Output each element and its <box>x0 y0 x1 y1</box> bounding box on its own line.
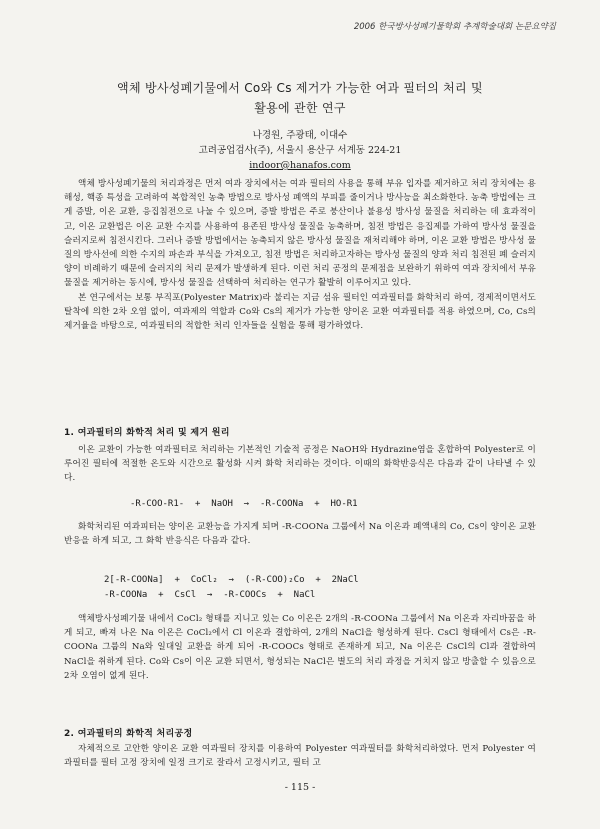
equation-2: 2[-R-COONa] + CoCl₂ → (-R-COO)₂Co + 2NaCl <box>104 575 359 585</box>
abstract <box>64 177 536 333</box>
title-line-2: 활용에 관한 연구 <box>254 101 346 115</box>
title-line-1: 액체 방사성폐기물에서 Co와 Cs 제거가 가능한 여과 필터의 처리 및 <box>117 81 483 95</box>
author-names: 나경원, 주광태, 이대수 <box>252 130 348 141</box>
section-1-paragraph-1: 이온 교환이 가능한 여과필터로 처리하는 기본적인 기술적 공정은 NaOH와 Hydrazine염을 혼합하여 Polyester로 이루어진 필터에 적절한 온도와 시간으로 활성화 시켜 화학 처리하는 것이다. 이때의 화학반응식은 다음과 같이 나타낼 수 있다. <box>64 445 536 484</box>
abstract-paragraph-2: 본 연구에서는 보통 부직포(Polyester Matrix)라 불리는 지금 섬유 필터인 여과필터를 화학처리 하여, 경제적이면서도 탈착에 의한 2차 오염 없이, 여과제의 역할과 Co와 Cs의 제거가 가능한 양이온 교환 여과필터를 적용 하였으며, Co, Cs의 제거율을 바탕으로, 여과필터의 적합한 처리 인자들을 실험을 통해 평가하였다. <box>64 292 536 332</box>
section-2-heading: 2. 여과필터의 화학적 처리공정 <box>64 729 193 739</box>
abstract-paragraph-1: 액체 방사성폐기물의 처리과정은 먼저 여과 장치에서는 여과 필터의 사용을 통해 부유 입자를 제거하고 처리 장치에는 용해성, 핵종 특성을 고려하여 복합적인 농축 방법으로 방사성 폐액의 부피를 줄이거나 방사능을 최소화한다. 농축 방법에는 크게 증발, 이온 교환, 응집침전으로 나눌 수 있으며, 증발 방법은 주로 붕산이나 불용성 방사성 물질을 처리하는 데 효과적이고, 이온 교환법은 이온 교환 수지를 사용하여 용존된 방사성 물질을 농축하며, 침전 방법은 응집제를 가하여 방사성 물질을 슬러지로써 침전시킨다. 그러나 증발 방법에서는 농축되지 않은 방사성 물질을 재처리해야 하며, 이온 교환 방법은 방사성 물질의 방사선에 의한 수지의 파손과 부식을 가져오고, 침전 방법은 처리하고자하는 방사성 물질의 양과 처리 침전된 폐 슬러지 양이 비례하기 때문에 슬러지의 처리 문제가 발생하게 된다. 이런 처리 공정의 문제점을 보완하기 위하여 여과 장치에서 부유 물질을 제거하는 동시에, 방사성 물질을 선택하여 처리하는 연구가 활발히 이루어지고 있다. <box>64 179 536 289</box>
equation-3: -R-COONa + CsCl → -R-COOCs + NaCl <box>104 590 316 600</box>
section-1-heading: 1. 여과필터의 화학적 처리 및 제거 원리 <box>64 428 230 438</box>
section-1-paragraph-3: 액체방사성폐기물 내에서 CoCl₂ 형태를 지니고 있는 Co 이온은 2개의 -R-COONa 그룹에서 Na 이온과 자리바꿈을 하게 되고, 빠져 나온 Na 이온은 CoCl₂에서 Cl 이온과 결합하여, 2개의 NaCl을 형성하게 된다. CsCl 형태에서 Cs은 -R-COONa 그룹의 Na와 일대일 교환을 하게 되어 -R-COOCs 형태로 존재하게 되고, Na 이온은 CsCl의 Cl과 결합하여 NaCl을 취하게 된다. Co와 Cs이 이온 교환 되면서, 형성되는 NaCl은 별도의 처리 과정을 거치지 않고 방출할 수 있음으로 2차 오염이 없게 된다. <box>64 614 536 681</box>
equation-1: -R-COO-R1- + NaOH → -R-COONa + HO-R1 <box>130 499 358 509</box>
section-1-paragraph-2: 화학처리된 여과피터는 양이온 교환능을 가지게 되며 -R-COONa 그룹에서 Na 이온과 폐액내의 Co, Cs이 양이온 교환 반응을 하게 되고, 그 화학 반응식은 다음과 같다. <box>64 522 536 547</box>
author-email: indoor@hanafos.com <box>249 160 351 171</box>
section-2-paragraph-1: 자체적으로 고안한 양이온 교환 여과필터 장치를 이용하여 Polyester 여과필터를 화학처리하였다. 먼저 Polyester 여과필터를 필터 고정 장치에 일정 크기로 잘라서 고정시키고, 필터 고 <box>64 744 536 769</box>
author-block <box>60 128 540 173</box>
author-affiliation: 고려공업검사(주), 서울시 용산구 서계동 224-21 <box>198 145 402 156</box>
paper-title <box>60 78 540 118</box>
page-number: - 115 - <box>284 782 316 793</box>
running-header: 2006 한국방사성폐기물학회 추계학술대회 논문요약집 <box>353 22 556 32</box>
